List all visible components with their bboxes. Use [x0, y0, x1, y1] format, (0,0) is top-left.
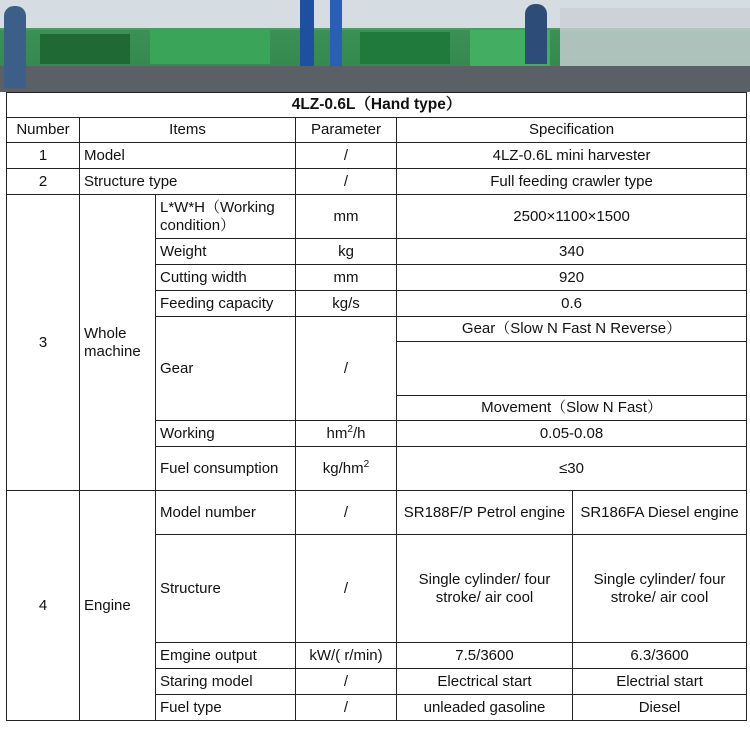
parameter-value: /: [296, 535, 397, 643]
spec-value: Full feeding crawler type: [397, 169, 747, 195]
item-label: Model number: [156, 491, 296, 535]
spec-value: 4LZ-0.6L mini harvester: [397, 143, 747, 169]
spec-value-diesel: Diesel: [573, 695, 747, 721]
item-label: Fuel consumption: [156, 447, 296, 491]
parameter-value: kg/s: [296, 291, 397, 317]
header-parameter: Parameter: [296, 118, 397, 143]
parameter-value: /: [296, 317, 397, 421]
parameter-value: kW/( r/min): [296, 643, 397, 669]
parameter-value: mm: [296, 195, 397, 239]
spec-value-diesel: Single cylinder/ four stroke/ air cool: [573, 535, 747, 643]
table-row: [7, 169, 747, 195]
spec-value-diesel: SR186FA Diesel engine: [573, 491, 747, 535]
unit-superscript: 2: [347, 424, 353, 435]
spec-value: 2500×1100×1500: [397, 195, 747, 239]
parameter-value: [296, 421, 397, 447]
spec-value: Movement（Slow N Fast）: [397, 396, 747, 421]
group-label: Engine: [80, 491, 156, 721]
header-number: Number: [7, 118, 80, 143]
item-label: Gear: [156, 317, 296, 421]
parameter-value: /: [296, 669, 397, 695]
item-label: Weight: [156, 239, 296, 265]
spec-value-petrol: unleaded gasoline: [397, 695, 573, 721]
spec-value-petrol: Single cylinder/ four stroke/ air cool: [397, 535, 573, 643]
unit-base: hm: [326, 425, 348, 442]
parameter-value: mm: [296, 265, 397, 291]
table-title: 4LZ-0.6L（Hand type）: [7, 93, 747, 118]
item-label: Model: [80, 143, 296, 169]
parameter-value: /: [296, 143, 397, 169]
spec-value-petrol: Electrical start: [397, 669, 573, 695]
factory-photo: [0, 0, 750, 92]
header-items: Items: [80, 118, 296, 143]
spec-value: 340: [397, 239, 747, 265]
item-label: Structure type: [80, 169, 296, 195]
item-label: Fuel type: [156, 695, 296, 721]
parameter-value: /: [296, 695, 397, 721]
unit-base: kg/hm: [322, 460, 364, 477]
item-label: Structure: [156, 535, 296, 643]
table-row: [7, 143, 747, 169]
item-label: Staring model: [156, 669, 296, 695]
item-label: L*W*H（Working condition）: [156, 195, 296, 239]
item-label: Emgine output: [156, 643, 296, 669]
spec-value: 0.05-0.08: [397, 421, 747, 447]
spec-value-diesel: 6.3/3600: [573, 643, 747, 669]
spec-value: 920: [397, 265, 747, 291]
unit-superscript: 2: [363, 459, 370, 470]
item-label: Cutting width: [156, 265, 296, 291]
item-label: Feeding capacity: [156, 291, 296, 317]
table-row: [7, 195, 747, 239]
table-row: [7, 491, 747, 535]
group-label: Whole machine: [80, 195, 156, 491]
row-number: 4: [7, 491, 80, 721]
spec-value: [397, 342, 747, 396]
spec-value: ≤30: [397, 447, 747, 491]
row-number: 2: [7, 169, 80, 195]
spec-value: 0.6: [397, 291, 747, 317]
parameter-value: /: [296, 169, 397, 195]
spec-value: Gear（Slow N Fast N Reverse）: [397, 317, 747, 342]
parameter-value: [296, 447, 397, 491]
spec-value-petrol: SR188F/P Petrol engine: [397, 491, 573, 535]
unit-tail: /h: [352, 425, 366, 442]
row-number: 1: [7, 143, 80, 169]
item-label: Working: [156, 421, 296, 447]
parameter-value: /: [296, 491, 397, 535]
spec-value-diesel: Electrial start: [573, 669, 747, 695]
header-specification: Specification: [397, 118, 747, 143]
spec-table: [6, 92, 747, 721]
row-number: 3: [7, 195, 80, 491]
parameter-value: kg: [296, 239, 397, 265]
spec-value-petrol: 7.5/3600: [397, 643, 573, 669]
